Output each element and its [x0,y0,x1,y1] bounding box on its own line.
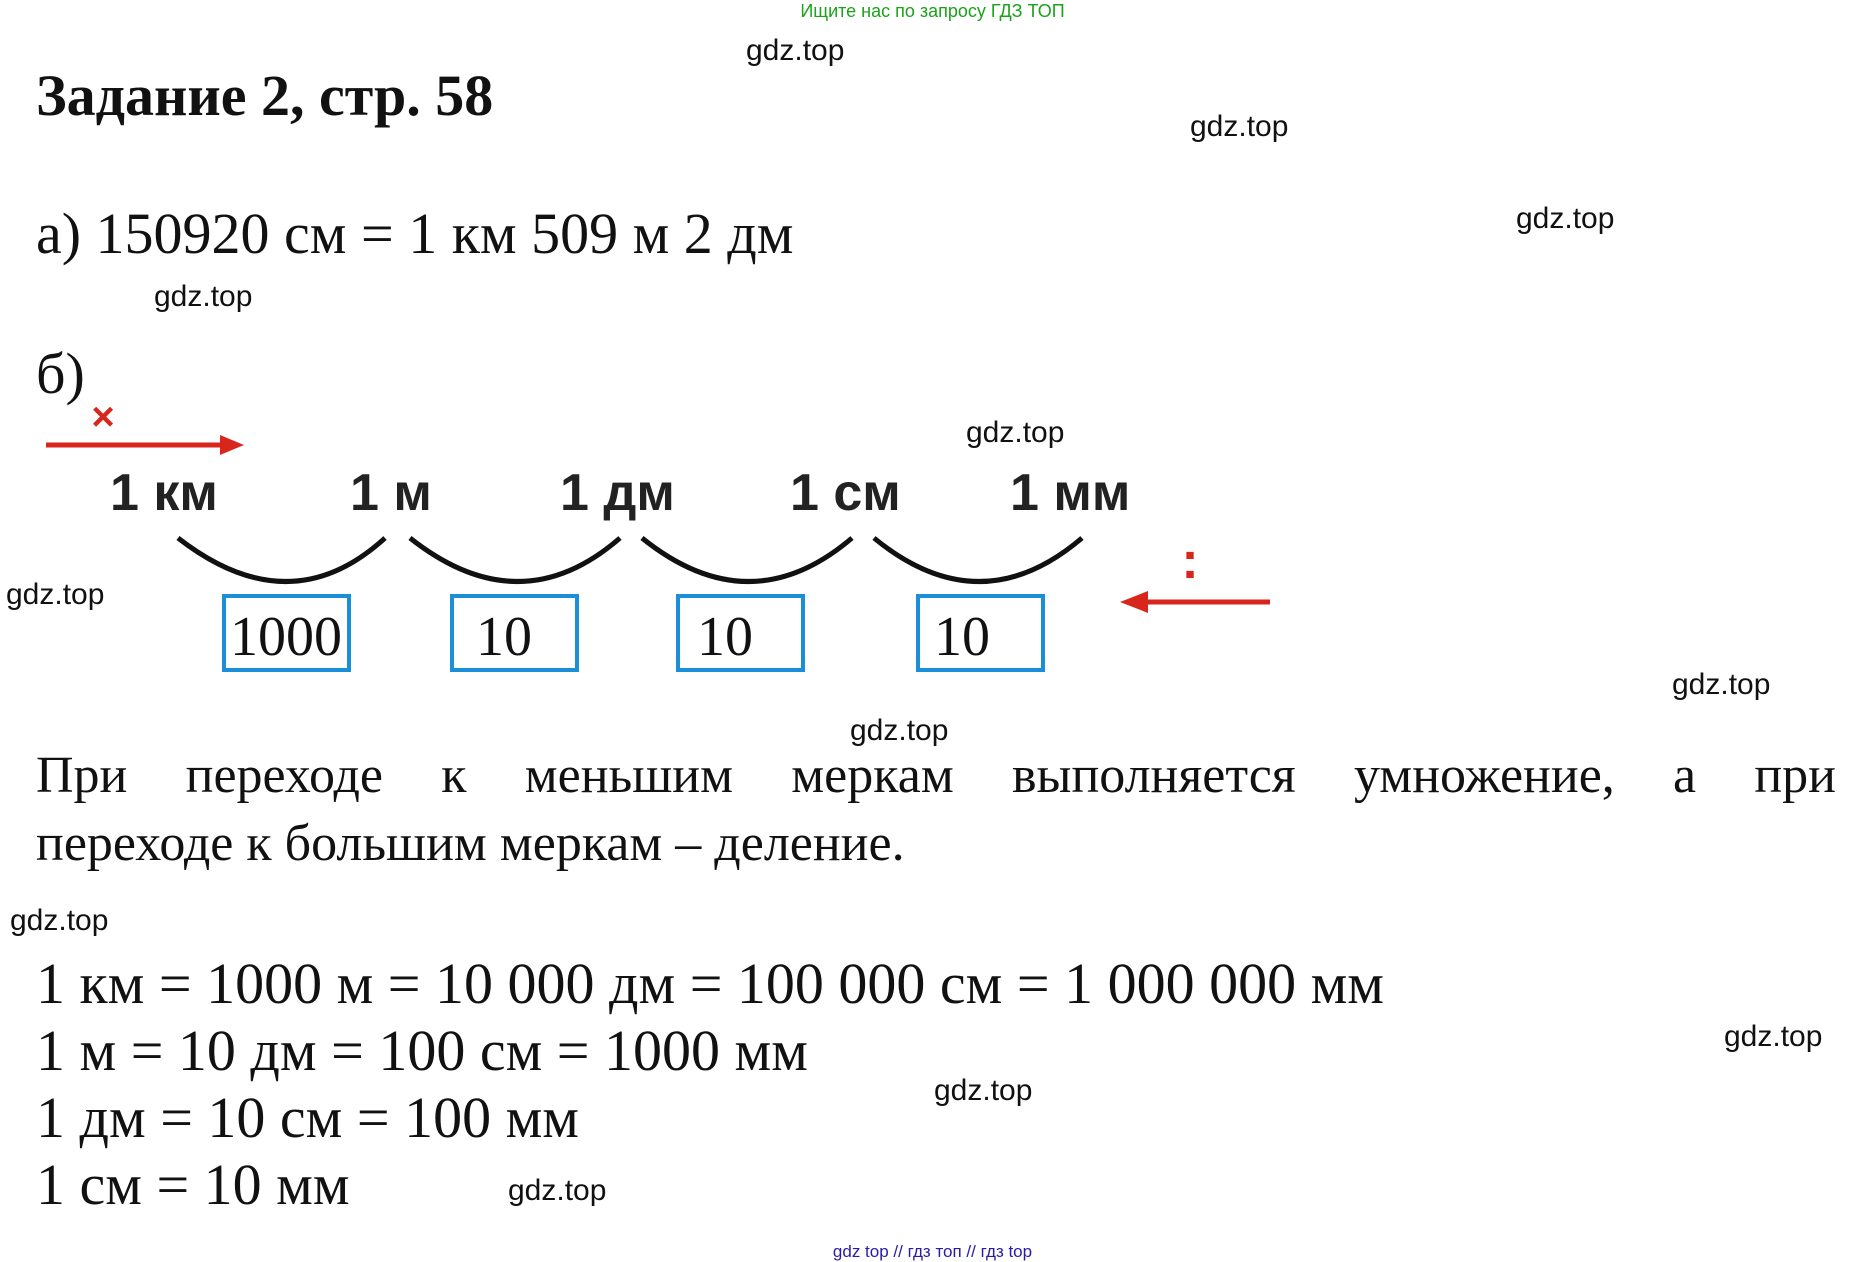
equation-km: 1 км = 1000 м = 10 000 дм = 100 000 см = 1 000 000 мм [36,951,1384,1016]
watermark: gdz.top [508,1174,607,1207]
arc-dm-cm [642,538,852,582]
watermark: gdz.top [1672,668,1771,701]
arc-km-m [178,538,385,582]
factor-value: 10 [934,606,990,668]
divide-arrow-head [1120,591,1148,613]
divide-symbol: : [1181,532,1199,590]
factor-value: 10 [476,606,532,668]
watermark: gdz.top [6,578,105,611]
watermark: gdz.top [10,904,109,937]
part-b-label: б) [36,341,85,406]
rule-line-1: При переходе к меньшим меркам выполняется умножение, а при [36,747,1836,804]
unit-conversion-diagram [30,400,1330,700]
watermark: gdz.top [1724,1020,1823,1053]
unit-label-m: 1 м [350,464,432,522]
unit-label-km: 1 км [110,464,218,522]
rule-paragraph [36,742,1836,878]
rule-line-2: переходе к большим меркам – деление. [36,815,905,872]
watermark: gdz.top [1516,202,1615,235]
watermark: gdz.top [1190,110,1289,143]
unit-label-dm: 1 дм [560,464,675,522]
unit-label-cm: 1 см [790,464,901,522]
arc-cm-mm [874,538,1082,582]
multiply-arrow-head [220,435,244,455]
multiply-symbol: × [91,400,115,439]
equation-cm: 1 см = 10 мм [36,1152,350,1217]
arc-m-dm [410,538,620,582]
page-title: Задание 2, стр. 58 [36,63,494,128]
unit-label-mm: 1 мм [1010,464,1131,522]
equation-m: 1 м = 10 дм = 100 см = 1000 мм [36,1018,808,1083]
watermark: gdz.top [154,280,253,313]
factor-value: 10 [697,606,753,668]
part-a-answer: а) 150920 см = 1 км 509 м 2 дм [36,201,794,266]
watermark: gdz.top [746,34,845,67]
equation-dm: 1 дм = 10 см = 100 мм [36,1085,579,1150]
watermark: gdz.top [966,416,1065,449]
watermark: gdz.top [934,1074,1033,1107]
watermark: gdz.top [850,714,949,747]
factor-value: 1000 [230,606,342,668]
top-banner[interactable]: Ищите нас по запросу ГДЗ ТОП [800,1,1065,21]
footer-links[interactable]: gdz top // гдз топ // гдз top [832,1242,1033,1261]
